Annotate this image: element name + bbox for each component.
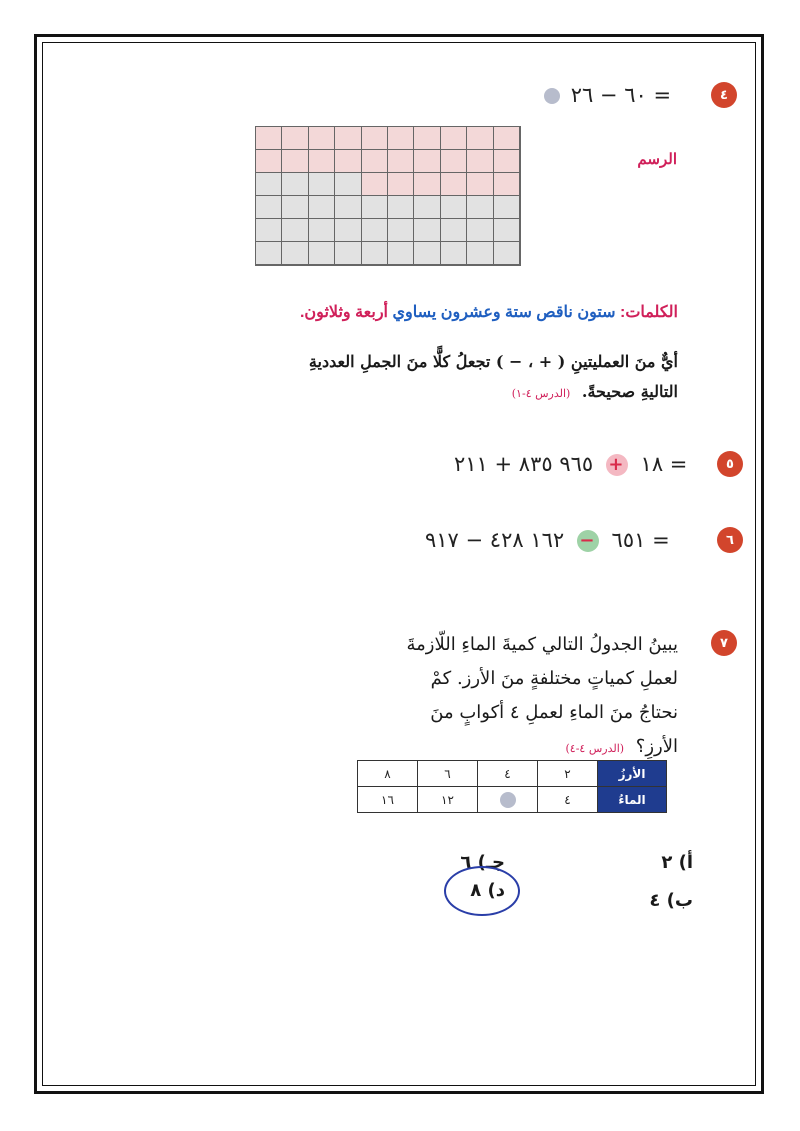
grid-cell <box>494 150 520 173</box>
table-row <box>358 761 667 787</box>
grid-cell <box>494 196 520 219</box>
table-cell: ٦ <box>418 761 478 787</box>
table-cell-missing <box>478 787 538 813</box>
problem-6-left: ٤٢٨ − ٩١٧ = <box>425 528 670 552</box>
grid-cell <box>467 219 493 242</box>
answer-placeholder-dot <box>544 88 560 104</box>
table-cell: ٤ <box>478 761 538 787</box>
grid-cell <box>362 242 388 265</box>
lesson-reference: (الدرس ٤-١) <box>511 387 571 400</box>
problem-7-text <box>378 628 678 766</box>
grid-cell <box>441 150 467 173</box>
grid-cell <box>256 242 282 265</box>
grid-cell <box>309 173 335 196</box>
choice-a[interactable]: أ) ٢ <box>661 852 693 873</box>
grid-cell <box>467 173 493 196</box>
grid-cell <box>362 173 388 196</box>
problem-6-equation <box>425 528 670 552</box>
grid-cell <box>256 196 282 219</box>
grid-cell <box>388 173 414 196</box>
grid-cell <box>335 173 361 196</box>
grid-cell <box>362 196 388 219</box>
grid-cell <box>441 196 467 219</box>
selected-answer-circle <box>444 866 520 916</box>
grid-cell <box>335 150 361 173</box>
grid-cell <box>256 127 282 150</box>
grid-cell <box>414 196 440 219</box>
problem-7-line: لعملِ كمياتٍ مختلفةٍ منَ الأرز. كمْ <box>430 668 678 689</box>
table-cell: ١٢ <box>418 787 478 813</box>
choice-b[interactable]: ب) ٤ <box>649 890 693 911</box>
question-intro-line1: أيٌّ منَ العمليتينِ ( + ، − ) تجعلُ كلًّا منَ الجملِ العدديةِ <box>308 352 678 371</box>
grid-cell <box>335 196 361 219</box>
grid-cell <box>282 150 308 173</box>
problem-5-badge: ٥ <box>717 451 743 477</box>
grid-cell <box>309 242 335 265</box>
grid-cell <box>414 127 440 150</box>
grid-cell <box>467 150 493 173</box>
problem-5-middle: ٩٦٥ <box>559 452 594 476</box>
problem-5-left: ٨٣٥ + ٢١١ = <box>454 452 688 476</box>
table-cell: ٢ <box>538 761 598 787</box>
grid-cell <box>362 150 388 173</box>
problem-6-right: ٦٥١ <box>611 528 646 552</box>
grid-cell <box>309 127 335 150</box>
grid-cell <box>282 196 308 219</box>
grid-cell <box>335 242 361 265</box>
grid-cell <box>388 127 414 150</box>
drawing-label: الرسم <box>637 151 677 168</box>
grid-cell <box>256 219 282 242</box>
rice-water-table <box>357 760 667 813</box>
grid-cell <box>335 127 361 150</box>
grid-cell <box>414 150 440 173</box>
question-intro-line2-wrap <box>512 382 678 401</box>
grid-cell <box>414 219 440 242</box>
plus-operator-icon: + <box>606 454 628 476</box>
table-header-water: الماءُ <box>598 787 667 813</box>
words-prefix: الكلمات: <box>620 304 678 321</box>
grid-cell <box>441 173 467 196</box>
grid-cell <box>388 219 414 242</box>
grid-cell <box>335 219 361 242</box>
words-sentence-blue: ستون ناقص ستة وعشرون يساوي <box>392 304 616 321</box>
grid-cell <box>309 150 335 173</box>
grid-cell <box>441 127 467 150</box>
grid-cell <box>467 242 493 265</box>
grid-cell <box>282 219 308 242</box>
grid-cell <box>441 242 467 265</box>
words-sentence <box>300 302 678 322</box>
problem-7-line: نحتاجُ منَ الماءِ لعملِ ٤ أكوابٍ منَ <box>430 702 678 723</box>
grid-cell <box>256 150 282 173</box>
grid-cell <box>414 173 440 196</box>
words-answer: أربعة وثلاثون. <box>299 304 388 321</box>
problem-6-badge: ٦ <box>717 527 743 553</box>
problem-6-middle: ١٦٢ <box>530 528 565 552</box>
table-cell: ١٦ <box>358 787 418 813</box>
grid-cell <box>388 242 414 265</box>
grid-cell <box>362 127 388 150</box>
hundreds-grid-drawing <box>255 126 521 266</box>
grid-cell <box>388 150 414 173</box>
table-row <box>358 787 667 813</box>
table-cell: ٤ <box>538 787 598 813</box>
problem-7-question-end: الأرزِ؟ <box>635 736 678 757</box>
grid-cell <box>467 196 493 219</box>
problem-5-right: ١٨ <box>640 452 664 476</box>
grid-cell <box>414 242 440 265</box>
grid-cell <box>494 127 520 150</box>
table-header-rice: الأرزُ <box>598 761 667 787</box>
problem-7-lesson: (الدرس ٤-٤) <box>565 742 625 755</box>
grid-cell <box>309 219 335 242</box>
problem-4-expression <box>540 83 671 107</box>
grid-cell <box>441 219 467 242</box>
grid-cell <box>494 242 520 265</box>
grid-cell <box>256 173 282 196</box>
missing-value-dot <box>500 792 516 808</box>
grid-cell <box>282 127 308 150</box>
grid-cell <box>388 196 414 219</box>
grid-cell <box>467 127 493 150</box>
table-cell: ٨ <box>358 761 418 787</box>
problem-7-line: يبينُ الجدولُ التالي كميةَ الماءِ اللّازمةَ <box>406 634 678 655</box>
choice-c[interactable]: جـ) ٦ <box>460 852 505 873</box>
problem-5-equation <box>454 452 687 476</box>
choice-d[interactable]: د) ٨ <box>470 880 505 901</box>
grid-cell <box>494 173 520 196</box>
grid-cell <box>309 196 335 219</box>
grid-cell <box>494 219 520 242</box>
problem-7-badge: ٧ <box>711 630 737 656</box>
problem-4-text: ٦٠ − ٢٦ = <box>570 83 672 107</box>
minus-operator-icon: − <box>577 530 599 552</box>
grid-cell <box>282 242 308 265</box>
question-intro-line2: التاليةِ صحيحةً. <box>581 382 678 401</box>
grid-cell <box>282 173 308 196</box>
problem-4-badge: ٤ <box>711 82 737 108</box>
grid-cell <box>362 219 388 242</box>
